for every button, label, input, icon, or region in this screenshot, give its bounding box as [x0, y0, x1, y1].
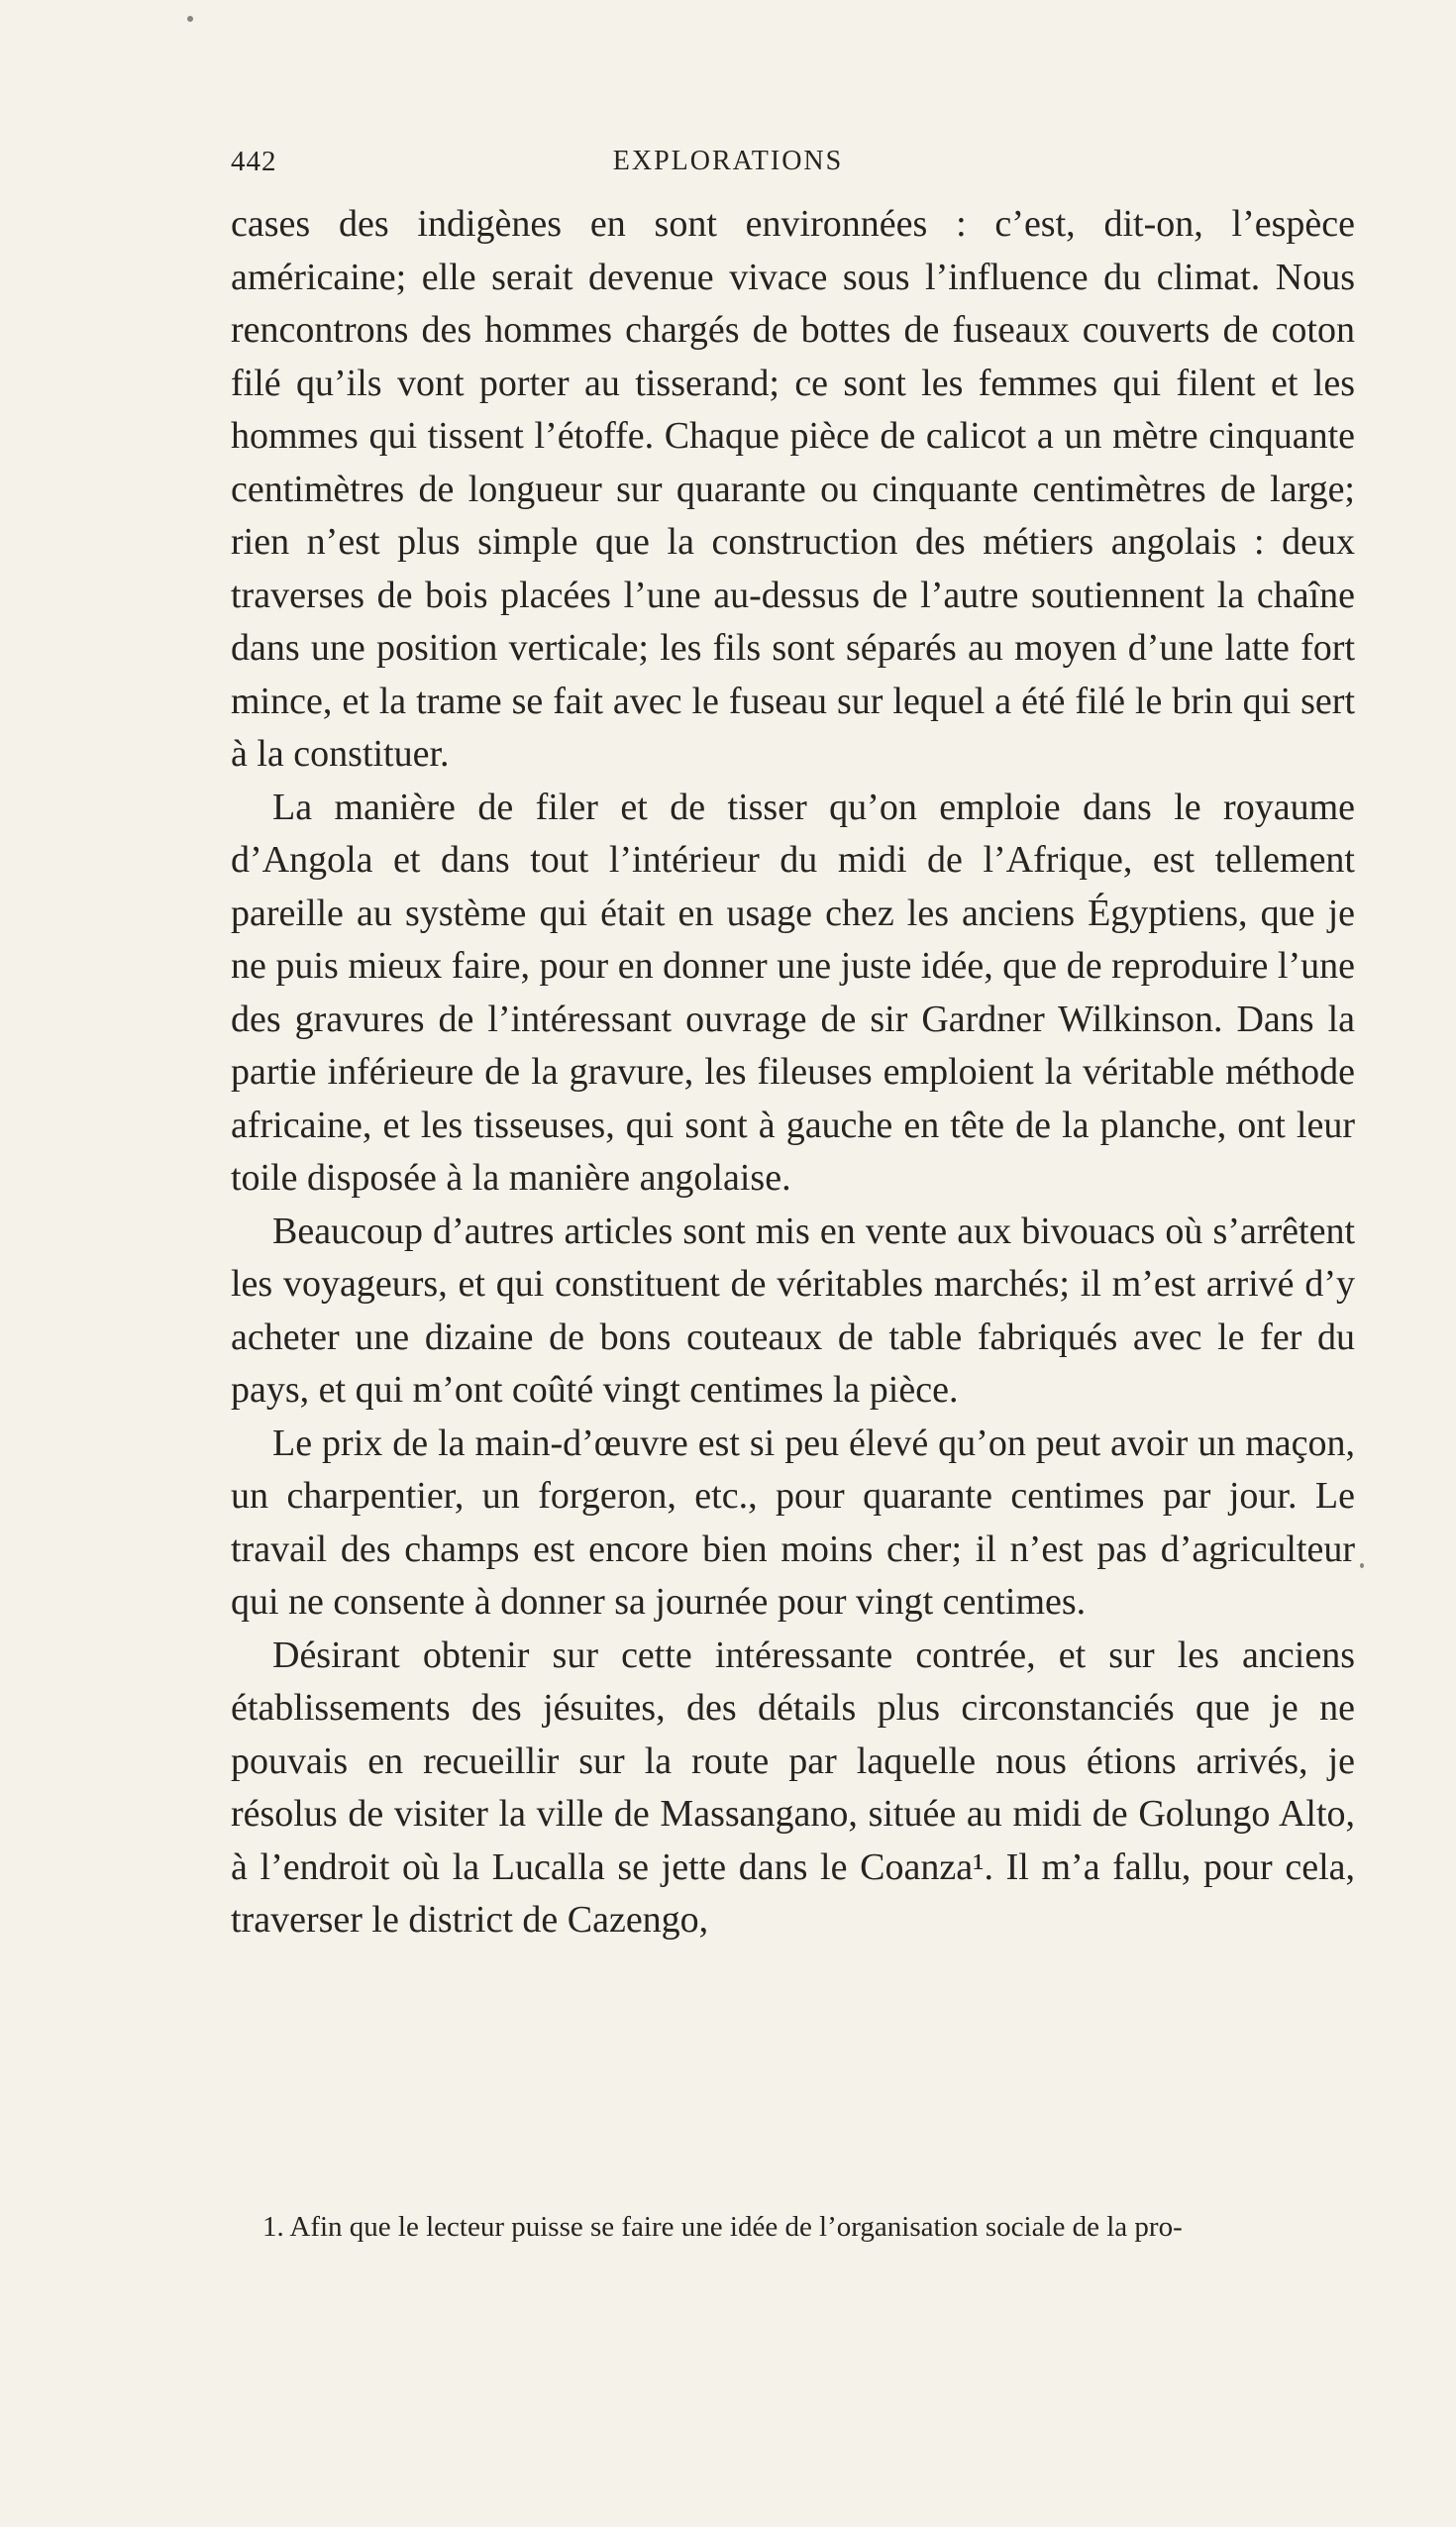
- paper-speck: [1360, 1563, 1364, 1568]
- page-number: 442: [231, 146, 277, 177]
- body-text: [231, 198, 1355, 1948]
- paper-speck: [187, 16, 193, 22]
- paragraph: Beaucoup d’autres articles sont mis en vente aux bivouacs où s’arrêtent les voyageurs, et qui constituent de véritables marchés; il m’est arrivé d’y acheter une dizaine de bons couteaux de table fabriqués avec le fer du pays, et qui m’ont coûté vingt centimes la pièce.: [231, 1210, 1355, 1411]
- paragraph: Désirant obtenir sur cette intéressante contrée, et sur les anciens établissements des jésuites, des détails plus circonstanciés que je ne pouvais en recueillir sur la route par laquelle nous étions arrivés, je résolus de visiter la ville de Massangano, située au midi de Golungo Alto, à l’endroit où la Lucalla se jette dans le Coanza¹. Il m’a fallu, pour cela, traverser le district de Cazengo,: [231, 1633, 1355, 1941]
- paragraph: cases des indigènes en sont environnées : c’est, dit-on, l’espèce américaine; elle serait devenue vivace sous l’influence du climat. Nous rencontrons des hommes chargés de bottes de fuseaux couverts de coton filé qu’ils vont porter au tisserand; ce sont les femmes qui filent et les hommes qui tissent l’étoffe. Chaque pièce de calicot a un mètre cinquante centimètres de longueur sur quarante ou cinquante centimètres de large; rien n’est plus simple que la construction des métiers angolais : deux traverses de bois placées l’une au-dessus de l’autre soutiennent la chaîne dans une position verticale; les fils sont séparés au moyen d’une latte fort mince, et la trame se fait avec le fuseau sur lequel a été filé le brin qui sert à la constituer.: [231, 203, 1355, 775]
- paragraph: Le prix de la main-d’œuvre est si peu élevé qu’on peut avoir un maçon, un charpentier, un forgeron, etc., pour quarante centimes par jour. Le travail des champs est encore bien moins cher; il n’est pas d’agriculteur qui ne consente à donner sa journée pour vingt centimes.: [231, 1421, 1355, 1623]
- paragraph: La manière de filer et de tisser qu’on emploie dans le royaume d’Angola et dans tout l’intérieur du midi de l’Afrique, est tellement pareille au système qui était en usage chez les anciens Égyptiens, que je ne puis mieux faire, pour en donner une juste idée, que de reproduire l’une des gravures de l’intéressant ouvrage de sir Gardner Wilkinson. Dans la partie inférieure de la gravure, les fileuses emploient la véritable méthode africaine, et les tisseuses, qui sont à gauche en tête de la planche, ont leur toile disposée à la manière angolaise.: [231, 786, 1355, 1199]
- running-title: EXPLORATIONS: [612, 146, 844, 176]
- footnote: 1. Afin que le lecteur puisse se faire une idée de l’organisation sociale de la pro-: [262, 2211, 1183, 2243]
